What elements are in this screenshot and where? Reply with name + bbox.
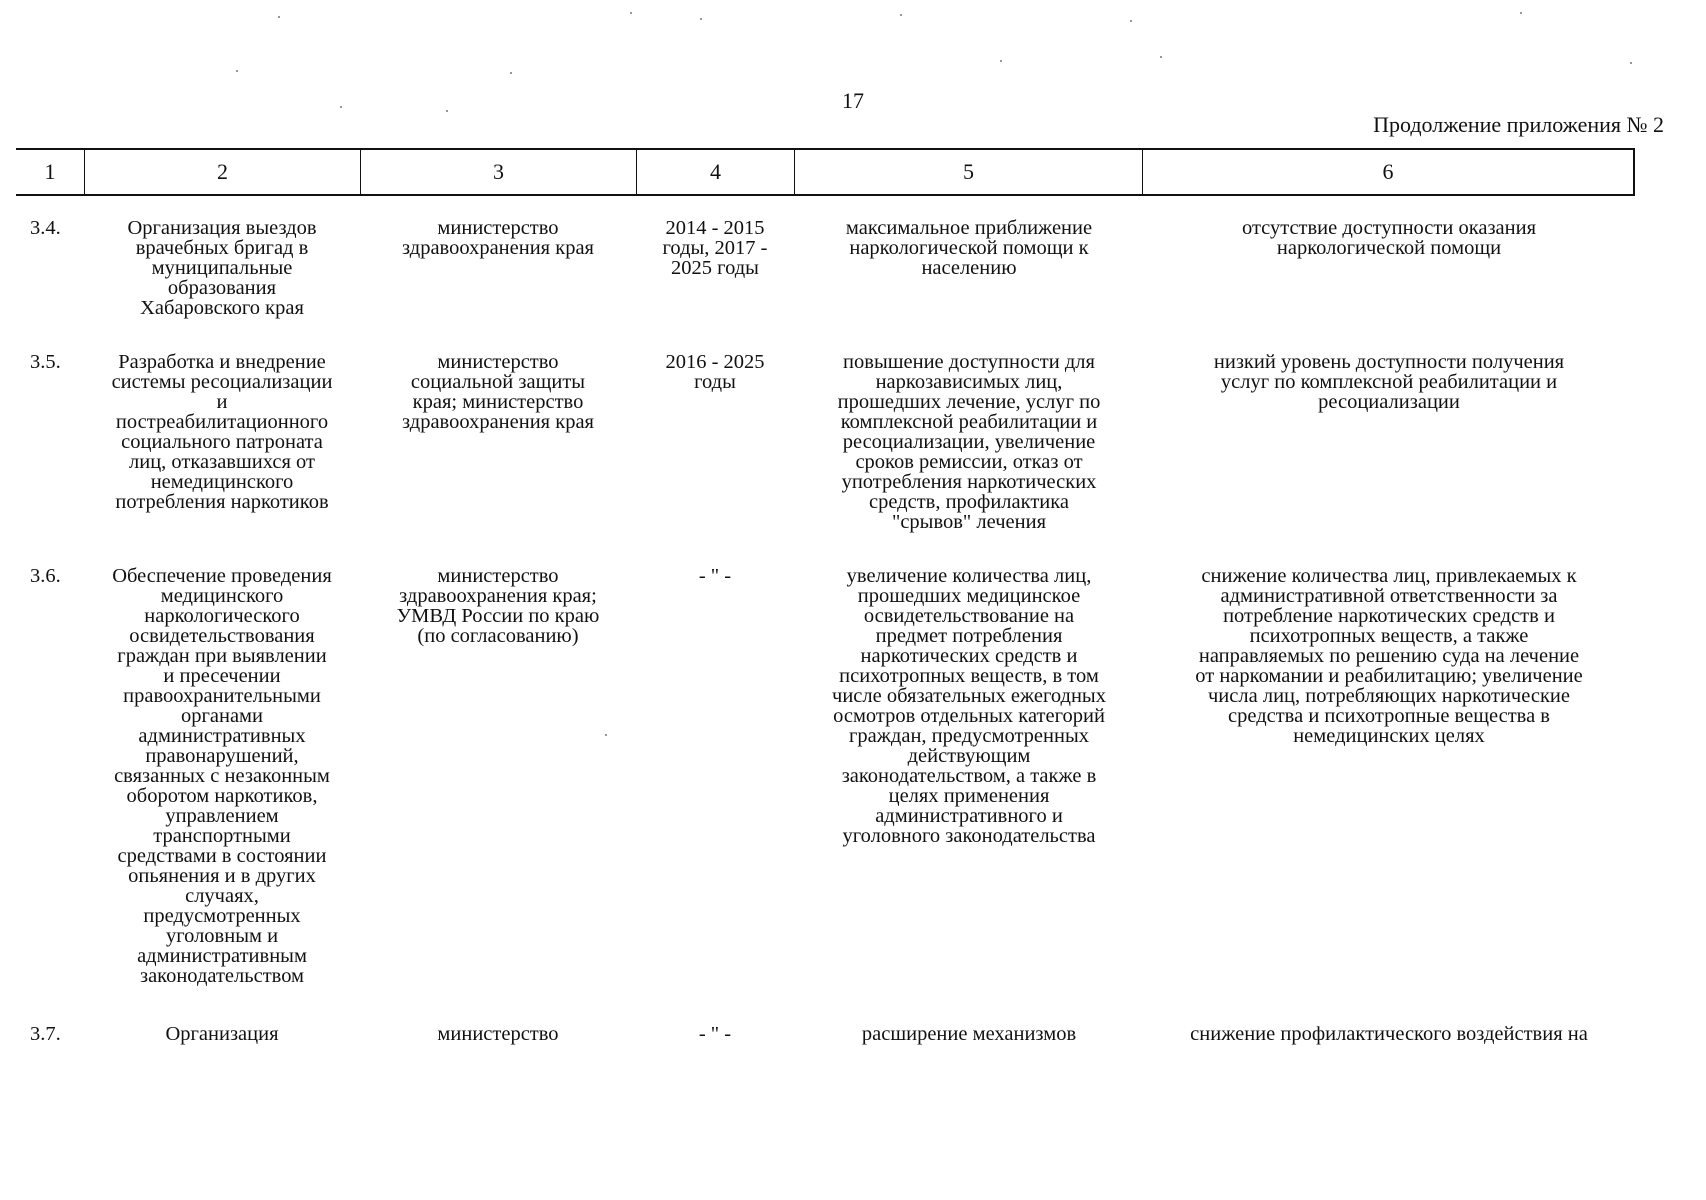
result-cell: максимальное приближение наркологической помощи к населению (845, 217, 1093, 279)
consequence-cell: низкий уровень доступности получения услуг по комплексной реабилитации и ресоциализации (1213, 351, 1565, 413)
row-number: 3.6. (30, 565, 61, 587)
result-cell: повышение доступности для наркозависимых лиц, прошедших лечение, услуг по комплексной реабилитации и ресоциализации, увеличение сроков ремиссии, отказ от употребления наркотических средств, профилактика "срывов" лечения (837, 351, 1101, 533)
activity-cell: Обеспечение проведения медицинского наркологического освидетельствования граждан при выявлении и пресечении правоохранительными органами административных правонарушений, связанных с незаконным оборотом наркотиков, управлением транспортными средствами в состоянии опьянения и в других случаях, предусмотренных уголовным и административным законодательством (112, 565, 332, 987)
table-header-row (16, 148, 1635, 196)
executor-cell: министерство здравоохранения края; УМВД России по краю (по согласованию) (396, 565, 600, 647)
row-number: 3.5. (30, 351, 61, 373)
activity-cell: Организация (165, 1023, 279, 1045)
header-col-1: 1 (44, 159, 56, 184)
header-col-3: 3 (360, 150, 636, 194)
header-col-5: 5 (794, 150, 1142, 194)
row-number: 3.4. (30, 217, 61, 239)
period-cell: - " - (698, 565, 732, 587)
consequence-cell: снижение профилактического воздействия на (1190, 1023, 1588, 1045)
period-cell: - " - (698, 1023, 732, 1045)
header-col-2: 2 (84, 150, 360, 194)
header-col-4: 4 (636, 150, 794, 194)
appendix-continuation-label: Продолжение приложения № 2 (1373, 112, 1664, 137)
consequence-cell: отсутствие доступности оказания наркологической помощи (1241, 217, 1537, 259)
header-col-6: 6 (1142, 150, 1633, 194)
result-cell: расширение механизмов (861, 1023, 1077, 1045)
executor-cell: министерство здравоохранения края (402, 217, 594, 259)
activity-cell: Организация выездов врачебных бригад в муниципальные образования Хабаровского края (127, 217, 317, 319)
row-number: 3.7. (30, 1023, 61, 1045)
executor-cell: министерство (437, 1023, 559, 1045)
consequence-cell: снижение количества лиц, привлекаемых к административной ответственности за потребление наркотических средств и психотропных веществ, а также направляемых по решению суда на лечение от наркомании и реабилитацию; увеличение числа лиц, потребляющих наркотические средства и психотропные вещества в немедицинских целях (1195, 565, 1583, 747)
period-cell: 2014 - 2015 годы, 2017 - 2025 годы (662, 217, 768, 279)
activity-cell: Разработка и внедрение системы ресоциализации и постреабилитационного социального патроната лиц, отказавшихся от немедицинского потребления наркотиков (111, 351, 333, 513)
period-cell: 2016 - 2025 годы (665, 351, 765, 393)
result-cell: увеличение количества лиц, прошедших медицинское освидетельствование на предмет потребления наркотических средств и психотропных веществ, в том числе обязательных ежегодных осмотров отдельных категорий граждан, предусмотренных действующим законодательством, а также в целях применения административного и уголовного законодательства (832, 565, 1106, 847)
executor-cell: министерство социальной защиты края; министерство здравоохранения края (402, 351, 594, 433)
page-number: 17 (842, 88, 864, 113)
